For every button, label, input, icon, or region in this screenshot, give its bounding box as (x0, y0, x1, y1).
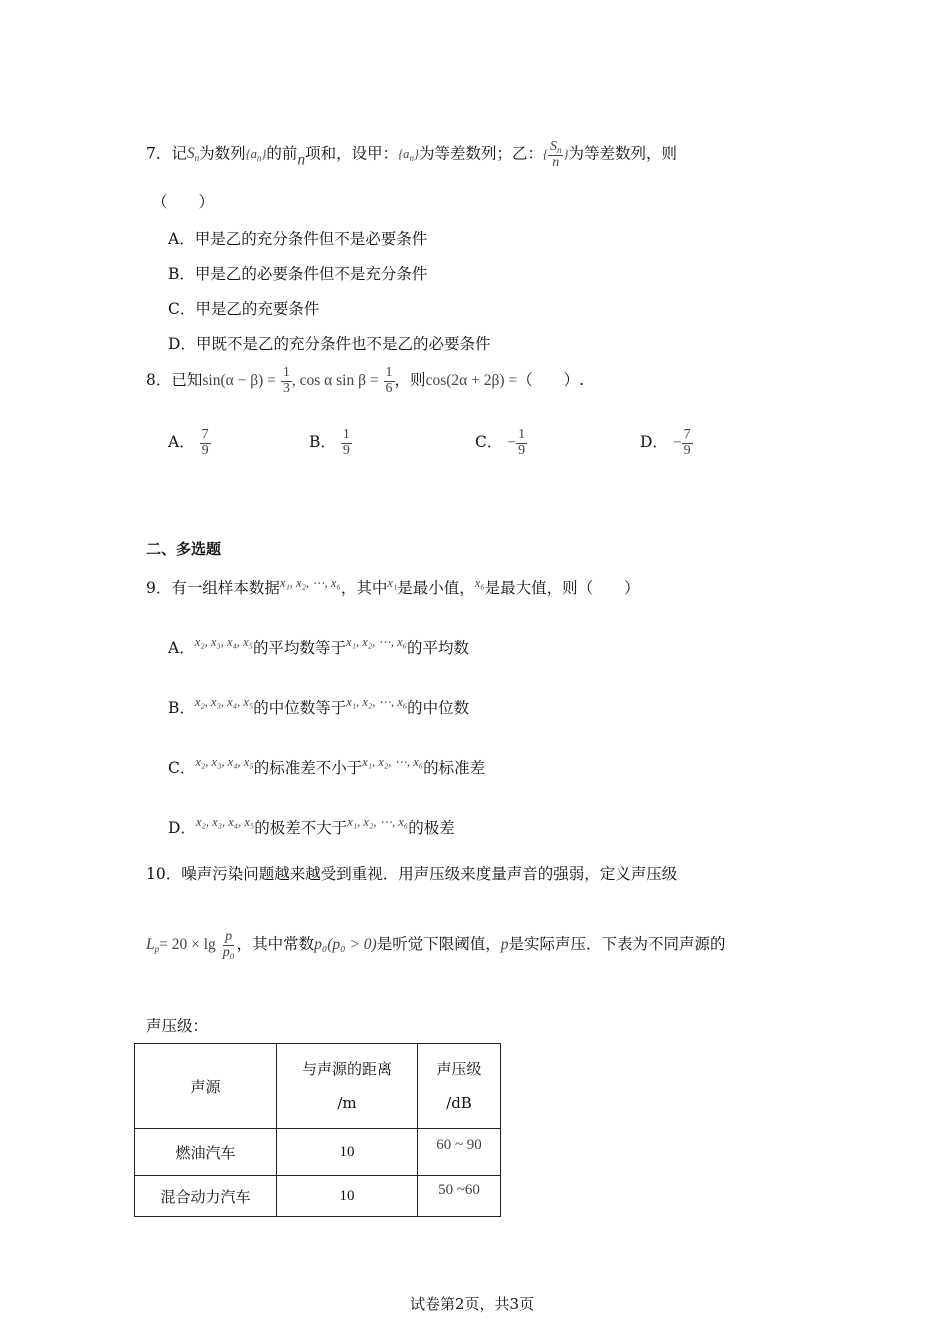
q7-option-a[interactable]: A．甲是乙的充分条件但不是必要条件 (168, 230, 428, 248)
math-S-n: $S_n$ (186, 145, 200, 164)
q7-option-c[interactable]: C．甲是乙的充要条件 (168, 300, 320, 318)
math-sample-data: x₁, x₂, ⋯, x₆ (279, 576, 341, 590)
q9-stem: 9．有一组样本数据$^{x_1, x_2, \cdots, x_6}$，其中$^{x_1}$是最小值，$^{x_6}$是最大值，则（ ） (146, 576, 640, 597)
q8-option-a[interactable]: A． $\frac{7}{9}$ (168, 427, 209, 458)
fraction-one-third: $\frac{1}{3}$ (282, 365, 290, 396)
q9-option-b[interactable]: B．$^{x_2, x_3, x_4, x_5}$的中位数等于$^{x_1, x_2, \cdots, x_6}$的中位数 (168, 695, 470, 717)
math-cos-sum: cos(2α + 2β) = (425, 372, 518, 390)
math-sin-diff: sin(α − β) = (202, 372, 276, 390)
q9-option-d[interactable]: D．$^{x_2, x_3, x_4, x_5}$的极差不大于$^{x_1, x_2, \cdots, x_6}$的极差 (168, 815, 455, 837)
math-p0-condition: p₀(p₀ > 0) (314, 936, 377, 954)
math-seq-a-n-2: $\{a_n\}$ (398, 147, 419, 164)
table-header-level: 声压级 /dB (418, 1044, 501, 1129)
math-cos-sin: , cos α sin β = (291, 372, 379, 390)
q8-stem: 8．已知sin(α − β) = $\frac{1}{3}$ , cos α sin β = $\frac{1}{6}$ ，则cos(2α + 2β) =（ ）. (146, 365, 585, 396)
math-x1: x₁ (387, 576, 398, 590)
table-cell-source: 混合动力汽车 (135, 1176, 277, 1217)
q7-stem: 7．记$S_n$为数列$\{a_n\}$的前n项和，设甲：$\{a_n\}$为等差数列；乙：{ $\frac{S_n}{n}$ }为等差数列，则 (146, 139, 677, 171)
table-header-distance: 与声源的距离 /m (277, 1044, 418, 1129)
q8-option-d[interactable]: D． − $\frac{7}{9}$ (640, 427, 691, 458)
q7-paren: （ ） (152, 193, 215, 211)
q8-option-c[interactable]: C． − $\frac{1}{9}$ (475, 427, 526, 458)
q8-option-b[interactable]: B． $\frac{1}{9}$ (309, 427, 350, 458)
table-cell-distance: 10 (277, 1176, 418, 1217)
sound-level-table (134, 1043, 501, 1217)
q10-line2: $L_p= 20 \times \lg$ $\frac{p}{\text{p₀}}$ ，其中常数p₀(p₀ > 0)是听觉下限阈值，p是实际声压．下表为不同声源的 (146, 929, 726, 960)
table-cell-distance: 10 (277, 1129, 418, 1176)
math-p: p (500, 936, 509, 954)
page-footer: 试卷第2页，共3页 (410, 1295, 535, 1313)
fraction-one-sixth: $\frac{1}{6}$ (385, 365, 393, 396)
table-row (135, 1176, 501, 1217)
q9-option-a[interactable]: A．$^{x_2, x_3, x_4, x_5}$的平均数等于$^{x_1, x_2, \cdots, x_6}$的平均数 (168, 635, 469, 657)
table-row (135, 1129, 501, 1176)
math-20lg: = 20 × lg (159, 936, 216, 954)
table-cell-level: 60 ~ 90 (418, 1129, 501, 1176)
math-Lp: $L_p$ (146, 936, 160, 955)
fraction-p-over-p0: $\frac{p}{\text{p₀}}$ (222, 929, 235, 960)
q10-line1: 10．噪声污染问题越来越受到重视．用声压级来度量声音的强弱，定义声压级 (146, 865, 678, 883)
math-x6: x₆ (474, 576, 485, 590)
table-header-row (135, 1044, 501, 1129)
table-cell-level: 50 ~60 (418, 1176, 501, 1217)
table-cell-source: 燃油汽车 (135, 1129, 277, 1176)
table-header-source: 声源 (135, 1044, 277, 1129)
q10-line3: 声压级： (146, 1017, 209, 1035)
math-seq-frac: { $\frac{S_n}{n}$ } (542, 139, 569, 171)
math-n: n (297, 151, 306, 169)
math-seq-a-n: $\{a_n\}$ (245, 147, 267, 164)
q9-option-c[interactable]: C．$^{x_2, x_3, x_4, x_5}$的标准差不小于$^{x_1, x_2, \cdots, x_6}$的标准差 (168, 755, 486, 777)
q7-option-b[interactable]: B．甲是乙的必要条件但不是充分条件 (168, 265, 428, 283)
q7-option-d[interactable]: D．甲既不是乙的充分条件也不是乙的必要条件 (168, 335, 491, 353)
section-title-multi-choice: 二、多选题 (146, 540, 222, 558)
